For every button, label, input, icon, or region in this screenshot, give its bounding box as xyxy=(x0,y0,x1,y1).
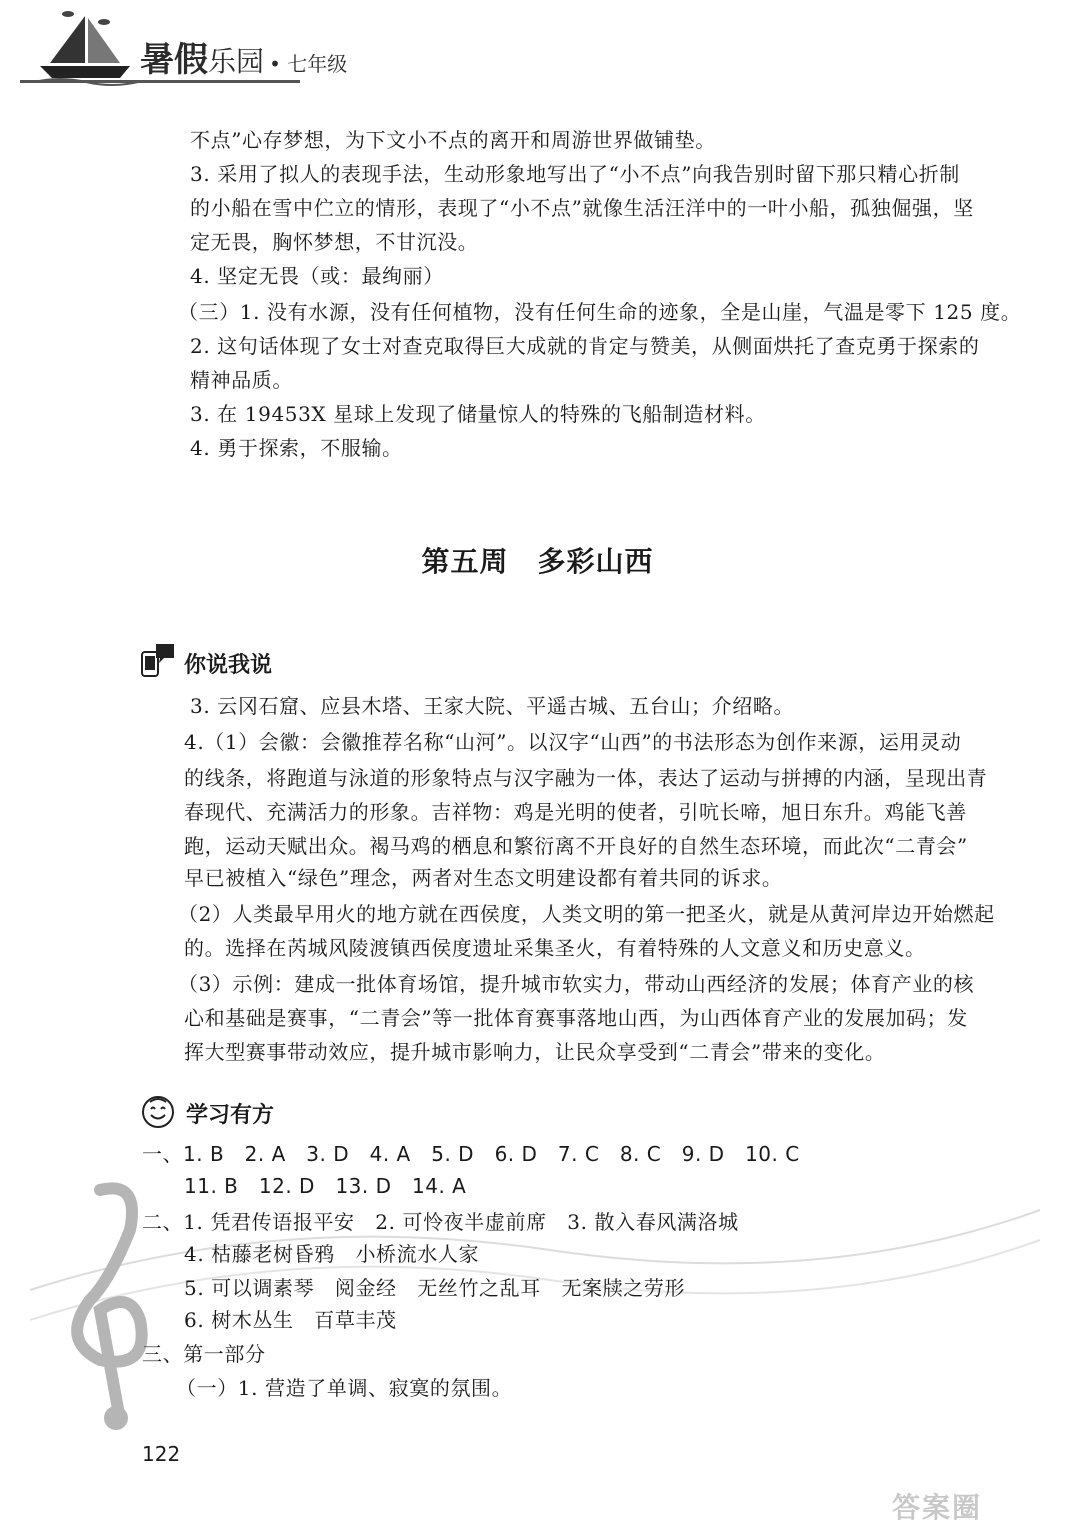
book-title-main: 暑假 xyxy=(140,40,208,80)
chapter-title: 第五周 多彩山西 xyxy=(421,545,654,578)
section-heading: 你说我说 xyxy=(184,653,273,678)
answer-line: （一）1. 营造了单调、寂寞的氛围。 xyxy=(176,1376,513,1400)
phone-speech-icon xyxy=(140,642,176,678)
answer-line: 4. 枯藤老树昏鸦 小桥流水人家 xyxy=(184,1242,480,1266)
answer-line: 早已被植入“绿色”理念，两者对生态文明建设都有着共同的诉求。 xyxy=(184,866,783,890)
answer-line: 的线条，将跑道与泳道的形象特点与汉字融为一体，表达了运动与拼搏的内涵，呈现出青 xyxy=(184,766,988,790)
book-grade: • 七年级 xyxy=(269,52,348,76)
page-number: 122 xyxy=(142,1442,181,1466)
answer-line: 心和基础是赛事，“二青会”等一批体育赛事落地山西，为山西体育产业的发展加码；发 xyxy=(184,1006,968,1030)
answer-line: 5. 可以调素琴 阅金经 无丝竹之乱耳 无案牍之劳形 xyxy=(184,1276,686,1300)
answer-line: 春现代、充满活力的形象。吉祥物：鸡是光明的使者，引吭长啼，旭日东升。鸡能飞善 xyxy=(184,800,967,824)
answer-line: 挥大型赛事带动效应，提升城市影响力，让民众享受到“二青会”带来的变化。 xyxy=(184,1040,886,1064)
answer-line: （3）示例：建成一批体育场馆，提升城市软实力，带动山西经济的发展；体育产业的核 xyxy=(178,972,975,996)
answer-line: 3. 云冈石窟、应县木塔、王家大院、平遥古城、五台山；介绍略。 xyxy=(190,694,795,718)
answer-line: 3. 采用了拟人的表现手法，生动形象地写出了“小不点”向我告别时留下那只精心折制 xyxy=(190,162,960,186)
header-rule xyxy=(20,80,300,83)
book-title-sub: 乐园 xyxy=(208,45,265,78)
answer-line: 6. 树木丛生 百草丰茂 xyxy=(184,1308,397,1332)
answer-line: 的。选择在芮城风陵渡镇西侯度遗址采集圣火，有着特殊的人文意义和历史意义。 xyxy=(184,936,926,960)
smiley-face-icon xyxy=(140,1094,176,1130)
section-heading: 学习有方 xyxy=(186,1103,275,1128)
answer-line: 精神品质。 xyxy=(190,368,293,392)
answer-line: 4.（1）会徽：会徽推荐名称“山河”。以汉字“山西”的书法形态为创作来源，运用灵动 xyxy=(184,730,962,754)
answer-line: 二、1. 凭君传语报平安 2. 可怜夜半虚前席 3. 散入春风满洛城 xyxy=(142,1210,739,1234)
answer-line: 三、第一部分 xyxy=(142,1342,266,1366)
answer-line: 3. 在 19453X 星球上发现了储量惊人的特殊的飞船制造材料。 xyxy=(190,402,766,426)
answer-line: 跑，运动天赋出众。褐马鸡的栖息和繁衍离不开良好的自然生态环境，而此次“二青会” xyxy=(184,834,968,858)
answer-line: 2. 这句话体现了女士对查克取得巨大成就的肯定与赞美，从侧面烘托了查克勇于探索的 xyxy=(190,334,980,358)
answer-line: 4. 勇于探索，不服输。 xyxy=(190,436,403,460)
book-title xyxy=(140,32,347,81)
answer-line: 的小船在雪中伫立的情形，表现了“小不点”就像生活汪洋中的一叶小船，孤独倔强，坚 xyxy=(190,196,974,220)
answer-line: （三）1. 没有水源，没有任何植物，没有任何生命的迹象，全是山崖，气温是零下 125 度。 xyxy=(178,300,1022,324)
answer-line: 定无畏，胸怀梦想，不甘沉没。 xyxy=(190,230,479,254)
answer-line: 一、1. B 2. A 3. D 4. A 5. D 6. D 7. C 8. C 9. D 10. C xyxy=(142,1142,800,1166)
answer-line: 不点”心存梦想，为下文小不点的离开和周游世界做铺垫。 xyxy=(190,128,716,152)
answer-line: （2）人类最早用火的地方就在西侯度，人类文明的第一把圣火，就是从黄河岸边开始燃起 xyxy=(178,902,995,926)
answer-line: 4. 坚定无畏（或：最绚丽） xyxy=(190,264,444,288)
answer-line: 11. B 12. D 13. D 14. A xyxy=(184,1174,467,1198)
sailboat-logo-icon xyxy=(30,8,140,88)
watermark: 答案圈 xyxy=(892,1491,983,1524)
